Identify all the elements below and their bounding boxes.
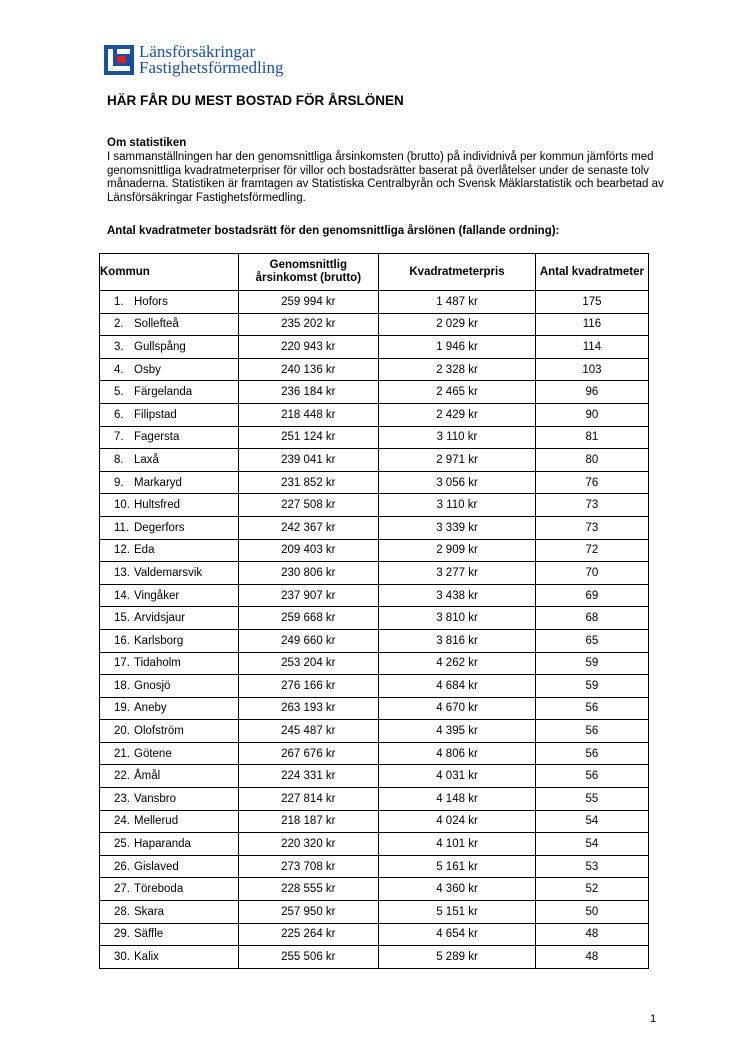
cell-kommun [100,516,239,539]
kommun-name: Olofström [134,725,184,738]
cell-kommun [100,788,239,811]
kommun-name: Färgelanda [134,386,193,399]
rank-number: 9. [114,476,124,489]
kommun-name: Karlsborg [134,634,184,647]
cell-sqm: 48 [535,923,648,946]
kommun-name: Laxå [134,453,159,466]
rank-number: 14. [114,589,130,602]
cell-income: 259 668 kr [238,607,379,630]
cell-sqm: 73 [535,494,648,517]
table-row [100,336,649,359]
table-row [100,810,649,833]
cell-income: 253 204 kr [238,652,379,675]
page-number: 1 [650,1013,657,1025]
cell-kommun [100,855,239,878]
cell-kommun [100,291,239,314]
cell-kommun [100,562,239,585]
cell-sqm: 114 [535,336,648,359]
cell-price: 5 289 kr [379,946,536,969]
rank-number: 16. [114,634,130,647]
rank-number: 15. [114,612,130,625]
table-row [100,291,649,314]
cell-income: 267 676 kr [238,742,379,765]
kommun-name: Haparanda [134,838,191,851]
table-row [100,539,649,562]
kommun-name: Vansbro [134,792,176,805]
cell-income: 230 806 kr [238,562,379,585]
cell-price: 2 429 kr [379,403,536,426]
cell-income: 255 506 kr [238,946,379,969]
cell-sqm: 48 [535,946,648,969]
cell-income: 259 994 kr [238,291,379,314]
table-row [100,788,649,811]
rank-number: 24. [114,815,130,828]
rank-number: 27. [114,883,130,896]
cell-kommun [100,381,239,404]
cell-income: 228 555 kr [238,878,379,901]
rank-number: 7. [114,431,124,444]
table-row [100,629,649,652]
cell-kommun [100,607,239,630]
kommun-name: Fagersta [134,431,180,444]
cell-price: 4 031 kr [379,765,536,788]
cell-price: 5 161 kr [379,855,536,878]
cell-income: 236 184 kr [238,381,379,404]
rank-number: 29. [114,928,130,941]
rank-number: 11. [114,521,130,534]
table-row [100,720,649,743]
table-row [100,494,649,517]
cell-income: 231 852 kr [238,471,379,494]
cell-income: 227 814 kr [238,788,379,811]
logo-wordmark [139,44,359,76]
rank-number: 12. [114,544,130,557]
table-row [100,675,649,698]
cell-kommun [100,810,239,833]
table-row [100,471,649,494]
kommun-name: Götene [134,747,172,760]
cell-income: 263 193 kr [238,697,379,720]
kommun-name: Skara [134,905,165,918]
cell-price: 2 909 kr [379,539,536,562]
table-row [100,449,649,472]
cell-price: 4 806 kr [379,742,536,765]
cell-sqm: 175 [535,291,648,314]
rank-number: 22. [114,770,130,783]
cell-sqm: 73 [535,516,648,539]
kommun-name: Säffle [134,928,164,941]
rank-number: 28. [114,905,130,918]
rank-number: 20. [114,725,130,738]
kommun-name: Arvidsjaur [134,612,186,625]
cell-price: 1 487 kr [379,291,536,314]
cell-price: 4 395 kr [379,720,536,743]
cell-price: 4 654 kr [379,923,536,946]
cell-income: 273 708 kr [238,855,379,878]
cell-kommun [100,358,239,381]
cell-price: 3 816 kr [379,629,536,652]
cell-income: 240 136 kr [238,358,379,381]
kommun-name: Mellerud [134,815,179,828]
cell-income: 235 202 kr [238,313,379,336]
cell-sqm: 56 [535,742,648,765]
kommun-name: Aneby [134,702,167,715]
cell-kommun [100,878,239,901]
cell-price: 3 339 kr [379,516,536,539]
table-row [100,923,649,946]
kommun-name: Vingåker [134,589,180,602]
cell-price: 3 810 kr [379,607,536,630]
table-row [100,607,649,630]
cell-sqm: 76 [535,471,648,494]
table-row [100,584,649,607]
cell-kommun [100,629,239,652]
cell-price: 4 684 kr [379,675,536,698]
cell-kommun [100,336,239,359]
cell-price: 5 151 kr [379,901,536,924]
cell-kommun [100,901,239,924]
cell-sqm: 68 [535,607,648,630]
rank-number: 19. [114,702,130,715]
rank-number: 18. [114,679,130,692]
table-row [100,652,649,675]
cell-price: 4 262 kr [379,652,536,675]
cell-sqm: 69 [535,584,648,607]
table-row [100,833,649,856]
cell-price: 1 946 kr [379,336,536,359]
kommun-name: Töreboda [134,883,184,896]
cell-price: 2 971 kr [379,449,536,472]
table-row [100,946,649,969]
about-text: I sammanställningen har den genomsnittliga årsinkomsten (brutto) på individnivå per kommun jämförts med genomsnittliga kvadratmeterpriser för villor och bostadsrätter baserat på överlåtelser under de senaste tolv månaderna. Statistiken är framtagen av Statistiska Centralbyrån och Svensk Mäklarstatistik och bearbetad av Länsförsäkringar Fastighetsförmedling. [107,151,664,204]
kommun-name: Markaryd [134,476,182,489]
cell-sqm: 65 [535,629,648,652]
cell-kommun [100,720,239,743]
cell-income: 218 448 kr [238,403,379,426]
cell-price: 4 670 kr [379,697,536,720]
logo-line-1: Länsförsäkringar [139,42,256,61]
cell-price: 4 101 kr [379,833,536,856]
cell-sqm: 96 [535,381,648,404]
table-row [100,697,649,720]
rank-number: 6. [114,408,124,421]
kommun-name: Valdemarsvik [134,566,203,579]
cell-sqm: 116 [535,313,648,336]
cell-sqm: 90 [535,403,648,426]
table-heading: Antal kvadratmeter bostadsrätt för den genomsnittliga årslönen (fallande ordning): [107,225,560,237]
cell-sqm: 56 [535,765,648,788]
cell-sqm: 56 [535,697,648,720]
rank-number: 25. [114,838,130,851]
table-header-row [100,254,649,291]
statistics-table [99,253,649,969]
cell-income: 276 166 kr [238,675,379,698]
table-row [100,742,649,765]
cell-income: 239 041 kr [238,449,379,472]
about-heading: Om statistiken [107,137,187,149]
table-row [100,562,649,585]
column-header-price: Kvadratmeterpris [379,254,536,291]
rank-number: 2. [114,318,124,331]
cell-sqm: 72 [535,539,648,562]
cell-kommun [100,765,239,788]
cell-price: 2 029 kr [379,313,536,336]
kommun-name: Åmål [134,770,161,783]
table-row [100,358,649,381]
rank-number: 21. [114,747,130,760]
cell-kommun [100,742,239,765]
kommun-name: Filipstad [134,408,177,421]
cell-income: 242 367 kr [238,516,379,539]
rank-number: 13. [114,566,130,579]
rank-number: 1. [114,295,124,308]
rank-number: 10. [114,499,130,512]
column-header-kommun: Kommun [100,254,239,291]
table-row [100,878,649,901]
cell-price: 2 328 kr [379,358,536,381]
logo-line-2: Fastighetsförmedling [139,58,284,77]
lansforsakringar-logo-icon [104,45,134,75]
cell-sqm: 56 [535,720,648,743]
rank-number: 4. [114,363,124,376]
kommun-name: Eda [134,544,155,557]
cell-income: 227 508 kr [238,494,379,517]
cell-income: 209 403 kr [238,539,379,562]
table-row [100,313,649,336]
rank-number: 8. [114,453,124,466]
kommun-name: Tidaholm [134,657,181,670]
cell-kommun [100,946,239,969]
rank-number: 30. [114,951,130,964]
cell-income: 224 331 kr [238,765,379,788]
cell-sqm: 53 [535,855,648,878]
cell-sqm: 54 [535,833,648,856]
rank-number: 26. [114,860,130,873]
kommun-name: Gislaved [134,860,179,873]
page-title: HÄR FÅR DU MEST BOSTAD FÖR ÅRSLÖNEN [107,93,404,108]
cell-kommun [100,833,239,856]
cell-sqm: 70 [535,562,648,585]
cell-price: 4 360 kr [379,878,536,901]
rank-number: 23. [114,792,130,805]
cell-kommun [100,652,239,675]
cell-price: 3 110 kr [379,494,536,517]
cell-sqm: 103 [535,358,648,381]
cell-kommun [100,539,239,562]
cell-price: 3 277 kr [379,562,536,585]
cell-kommun [100,449,239,472]
table-row [100,901,649,924]
cell-kommun [100,494,239,517]
cell-kommun [100,697,239,720]
cell-sqm: 59 [535,675,648,698]
cell-sqm: 81 [535,426,648,449]
rank-number: 17. [114,657,130,670]
cell-price: 4 024 kr [379,810,536,833]
table-row [100,403,649,426]
cell-income: 249 660 kr [238,629,379,652]
cell-income: 225 264 kr [238,923,379,946]
table-row [100,765,649,788]
cell-kommun [100,426,239,449]
cell-sqm: 54 [535,810,648,833]
cell-income: 237 907 kr [238,584,379,607]
kommun-name: Degerfors [134,521,185,534]
kommun-name: Kalix [134,951,159,964]
cell-sqm: 50 [535,901,648,924]
cell-kommun [100,584,239,607]
cell-price: 3 438 kr [379,584,536,607]
kommun-name: Osby [134,363,161,376]
cell-income: 251 124 kr [238,426,379,449]
column-header-income: Genomsnittlig årsinkomst (brutto) [238,254,379,291]
kommun-name: Gnosjö [134,679,171,692]
cell-kommun [100,403,239,426]
rank-number: 5. [114,386,124,399]
kommun-name: Gullspång [134,340,186,353]
cell-kommun [100,313,239,336]
cell-kommun [100,471,239,494]
cell-price: 2 465 kr [379,381,536,404]
table-row [100,516,649,539]
cell-income: 220 943 kr [238,336,379,359]
cell-income: 245 487 kr [238,720,379,743]
cell-sqm: 52 [535,878,648,901]
cell-income: 257 950 kr [238,901,379,924]
cell-price: 3 110 kr [379,426,536,449]
table-body [100,291,649,969]
rank-number: 3. [114,340,124,353]
kommun-name: Hultsfred [134,499,181,512]
cell-kommun [100,923,239,946]
cell-price: 4 148 kr [379,788,536,811]
cell-sqm: 55 [535,788,648,811]
cell-price: 3 056 kr [379,471,536,494]
cell-income: 218 187 kr [238,810,379,833]
cell-income: 220 320 kr [238,833,379,856]
table-row [100,426,649,449]
column-header-sqm: Antal kvadratmeter [535,254,648,291]
table-row [100,855,649,878]
cell-sqm: 59 [535,652,648,675]
kommun-name: Hofors [134,295,168,308]
cell-sqm: 80 [535,449,648,472]
table-row [100,381,649,404]
cell-kommun [100,675,239,698]
kommun-name: Sollefteå [134,318,179,331]
